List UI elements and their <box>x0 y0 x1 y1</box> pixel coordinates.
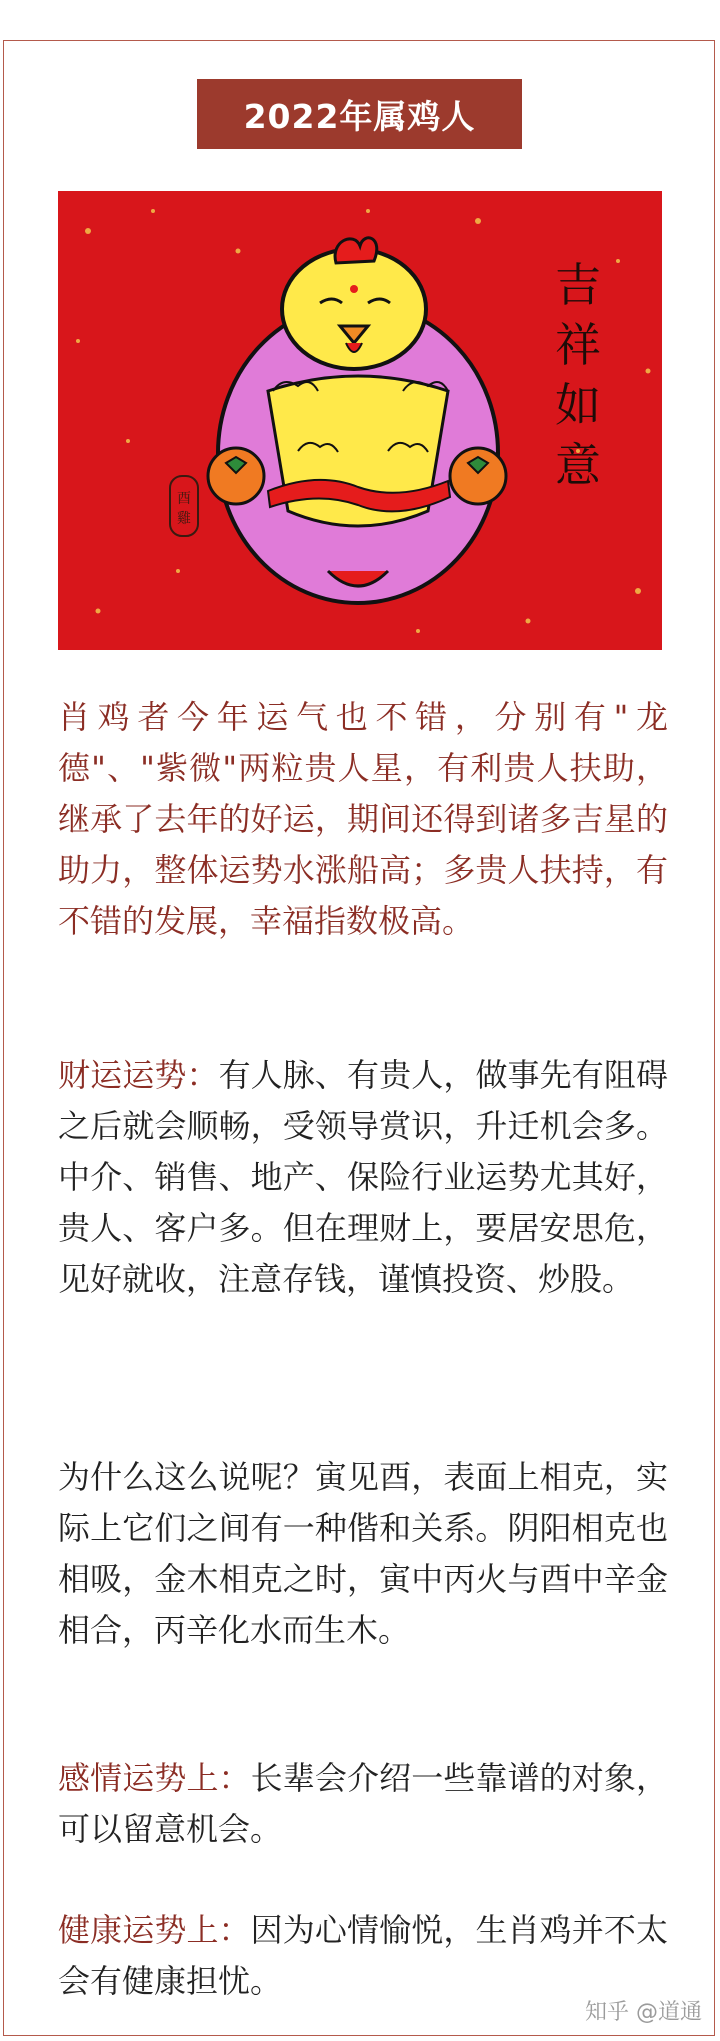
intro-paragraph: 肖鸡者今年运气也不错，分别有"龙德"、"紫微"两粒贵人星，有利贵人扶助，继承了去年的好运，期间还得到诸多吉星的助力，整体运势水涨船高；多贵人扶持，有不错的发展，幸福指数极高。 <box>58 698 668 940</box>
love-text: 长辈会介绍一些靠谱的对象，可以留意机会。 <box>58 1759 668 1848</box>
watermark: 知乎 @道通 <box>585 2000 702 2025</box>
love-paragraph <box>58 1753 668 1855</box>
wealth-label: 财运运势： <box>58 1056 219 1094</box>
wealth-text: 有人脉、有贵人，做事先有阻碍之后就会顺畅，受领导赏识，升迁机会多。中介、销售、地产、保险行业运势尤其好，贵人、客户多。但在理财上，要居安思危，见好就收，注意存钱，谨慎投资、炒股。 <box>58 1056 668 1298</box>
calligraphy-char-1: 吉 <box>555 258 601 312</box>
love-label: 感情运势上： <box>58 1759 251 1797</box>
calligraphy-char-2: 祥 <box>555 318 601 372</box>
health-paragraph <box>58 1905 668 2007</box>
rooster-artwork <box>58 191 662 650</box>
health-label: 健康运势上： <box>58 1911 251 1949</box>
health-text: 因为心情愉悦，生肖鸡并不太会有健康担忧。 <box>58 1911 668 2000</box>
why-paragraph: 为什么这么说呢？寅见酉，表面上相克，实际上它们之间有一种偕和关系。阴阳相克也相吸，金木相克之时，寅中丙火与酉中辛金相合，丙辛化水而生木。 <box>58 1458 668 1649</box>
calligraphy-char-4: 意 <box>555 438 601 492</box>
svg-text:雞: 雞 <box>177 511 191 527</box>
calligraphy-char-3: 如 <box>555 378 601 432</box>
page-title: 2022年属鸡人 <box>197 79 522 149</box>
wealth-paragraph <box>58 1050 668 1305</box>
seal-text: 酉 <box>177 491 191 507</box>
